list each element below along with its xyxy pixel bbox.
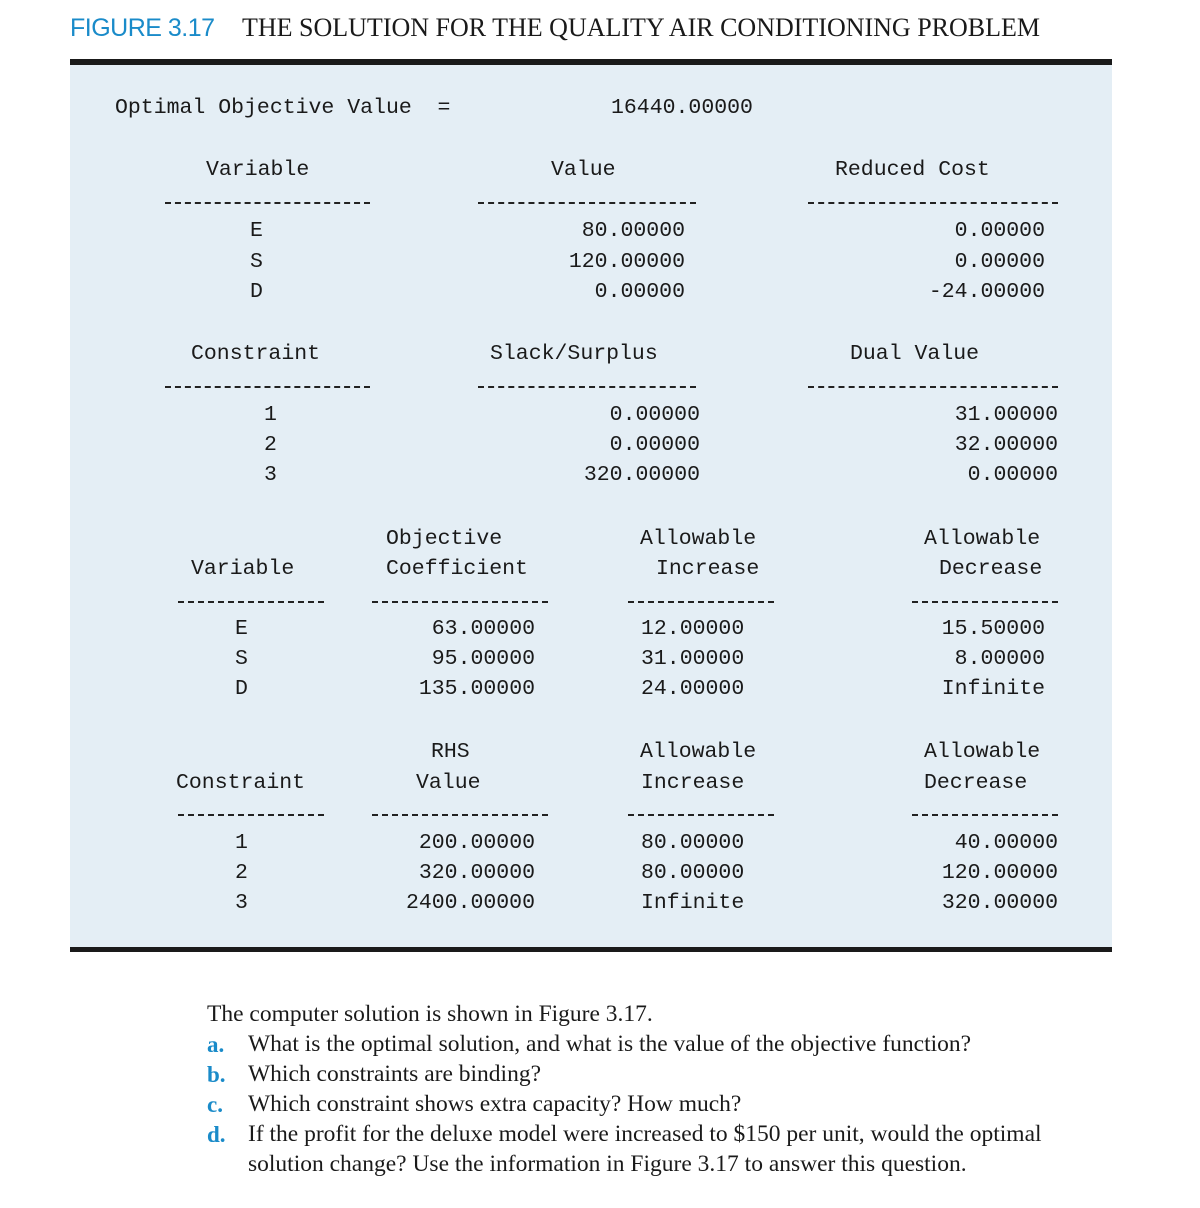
separator [912,814,1058,816]
var-reduced-cost: 0.00000 [954,219,1045,243]
constraint-name: 1 [264,403,277,427]
constraint-slack: 0.00000 [609,433,700,457]
question-text: Which constraints are binding? [248,1061,542,1087]
rhs-increase: 80.00000 [641,831,745,855]
separator [628,601,774,603]
bottom-rule [70,947,1112,952]
question-text: solution change? Use the information in Figure 3.17 to answer this question. [248,1151,967,1177]
header-objective: Objective [386,527,503,551]
constraint-dual: 32.00000 [954,433,1058,457]
separator [178,601,324,603]
range-decrease: Infinite [941,677,1045,701]
objective-value: 16440.00000 [611,96,753,120]
var-reduced-cost: 0.00000 [954,250,1045,274]
question-letter: c. [207,1092,223,1117]
rhs-value: 200.00000 [418,831,535,855]
header-rhs-value: Value [416,771,481,795]
range-coef: 63.00000 [431,617,535,641]
rhs-constraint-name: 2 [235,861,248,885]
range-increase: 31.00000 [641,647,745,671]
question-letter: d. [207,1122,226,1147]
separator [628,814,774,816]
separator [372,814,548,816]
var-value: 0.00000 [594,280,685,304]
separator [478,386,696,388]
header-allowable: Allowable [924,740,1041,764]
constraint-name: 3 [264,463,277,487]
header-coefficient: Coefficient [386,557,528,581]
constraint-slack: 320.00000 [583,463,700,487]
question-letter: a. [207,1032,225,1057]
rhs-constraint-name: 1 [235,831,248,855]
header-value: Value [551,158,616,182]
question-text: Which constraint shows extra capacity? How much? [248,1091,742,1117]
constraint-name: 2 [264,433,277,457]
intro-text: The computer solution is shown in Figure 3.17. [207,1001,653,1027]
rhs-constraint-name: 3 [235,891,248,915]
question-text: What is the optimal solution, and what is the value of the objective function? [248,1031,972,1057]
header-constraint: Constraint [176,771,306,795]
range-coef: 135.00000 [418,677,535,701]
range-var-name: D [235,677,248,701]
header-rhs: RHS [431,740,470,764]
range-coef: 95.00000 [431,647,535,671]
header-increase: Increase [641,771,745,795]
objective-label: Optimal Objective Value = [115,96,451,120]
separator [178,814,324,816]
var-name: E [250,219,263,243]
separator [165,386,370,388]
var-value: 120.00000 [568,250,685,274]
header-decrease: Decrease [924,771,1028,795]
top-rule [70,59,1112,65]
rhs-decrease: 320.00000 [941,891,1058,915]
header-variable: Variable [206,158,310,182]
constraint-dual: 31.00000 [954,403,1058,427]
range-var-name: E [235,617,248,641]
range-var-name: S [235,647,248,671]
rhs-value: 2400.00000 [405,891,535,915]
header-slack-surplus: Slack/Surplus [490,342,658,366]
separator [372,601,548,603]
header-variable: Variable [191,557,295,581]
var-name: D [250,280,263,304]
range-increase: 12.00000 [641,617,745,641]
header-increase: Increase [656,557,760,581]
rhs-decrease: 40.00000 [954,831,1058,855]
separator [165,202,370,204]
header-dual-value: Dual Value [850,342,980,366]
header-reduced-cost: Reduced Cost [835,158,990,182]
separator [808,202,1058,204]
separator [808,386,1058,388]
rhs-increase: Infinite [641,891,745,915]
header-allowable: Allowable [640,527,757,551]
figure-label: FIGURE 3.17 [70,14,215,42]
var-name: S [250,250,263,274]
var-reduced-cost: -24.00000 [928,280,1045,304]
header-decrease: Decrease [939,557,1043,581]
constraint-dual: 0.00000 [967,463,1058,487]
rhs-value: 320.00000 [418,861,535,885]
header-allowable: Allowable [924,527,1041,551]
question-letter: b. [207,1062,226,1087]
separator [912,601,1058,603]
header-allowable: Allowable [640,740,757,764]
constraint-slack: 0.00000 [609,403,700,427]
question-text: If the profit for the deluxe model were increased to $150 per unit, would the optimal [248,1121,1042,1147]
separator [478,202,696,204]
rhs-increase: 80.00000 [641,861,745,885]
var-value: 80.00000 [581,219,685,243]
range-decrease: 8.00000 [954,647,1045,671]
range-decrease: 15.50000 [941,617,1045,641]
range-increase: 24.00000 [641,677,745,701]
header-constraint: Constraint [191,342,321,366]
figure-title: THE SOLUTION FOR THE QUALITY AIR CONDITIONING PROBLEM [242,13,1041,42]
rhs-decrease: 120.00000 [941,861,1058,885]
